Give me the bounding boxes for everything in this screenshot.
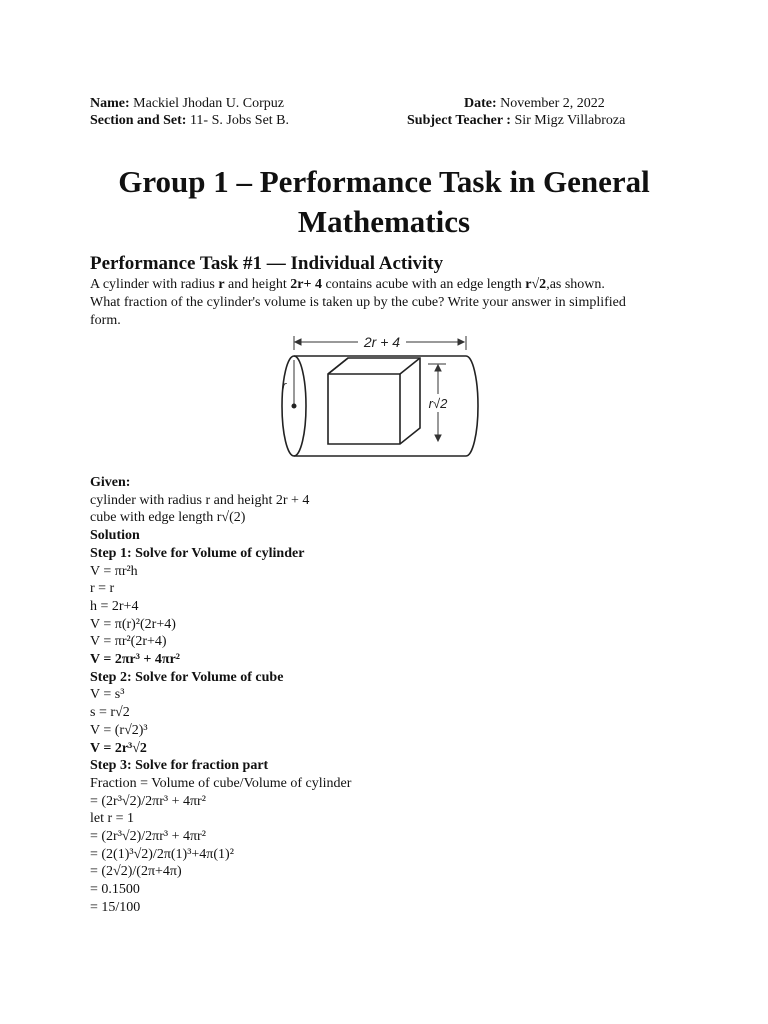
section-heading-line: V = 2r³√2 (90, 740, 147, 756)
teacher-label: Subject Teacher : (407, 113, 511, 128)
solution-line: cylinder with radius r and height 2r + 4 (90, 492, 310, 508)
solution-line: s = r√2 (90, 705, 130, 721)
section-heading-line: Given: (90, 475, 131, 490)
problem-line-3: form. (90, 313, 121, 328)
problem-statement (90, 276, 690, 330)
height-label: 2r + 4 (363, 334, 401, 350)
solution-line: = 0.1500 (90, 882, 140, 898)
center-dot (292, 404, 297, 409)
date-field (464, 95, 605, 113)
cylinder-cube-figure (278, 330, 488, 462)
radius-label: r (282, 378, 287, 393)
section-label: Section and Set: (90, 113, 187, 128)
section-field (90, 112, 289, 130)
teacher-field (407, 112, 625, 130)
cube-outline (328, 358, 420, 444)
section-heading-line: V = 2πr³ + 4πr² (90, 652, 180, 668)
problem-line-1: A cylinder with radius r and height 2r+ 4 contains acube with an edge length r√2,as shown. (90, 277, 605, 292)
solution-line: r = r (90, 581, 115, 597)
page-title (0, 162, 768, 242)
solution-line: Fraction = Volume of cube/Volume of cylinder (90, 775, 352, 791)
solution-line: = 15/100 (90, 899, 141, 915)
section-heading-line: Solution (90, 528, 140, 544)
solution-line: V = (r√2)³ (90, 722, 148, 738)
date-label: Date: (464, 96, 497, 111)
solution-line: cube with edge length r√(2) (90, 510, 246, 526)
solution-line: V = πr²h (90, 563, 138, 579)
edge-label: r√2 (428, 396, 448, 411)
solution-line: let r = 1 (90, 811, 135, 827)
solution-line: V = πr²(2r+4) (90, 634, 167, 650)
title-line-1: Group 1 – Performance Task in General (118, 164, 650, 199)
solution-line: h = 2r+4 (90, 598, 139, 614)
solution-line: = (2(1)³√2)/2π(1)³+4π(1)² (90, 846, 234, 862)
name-field (90, 95, 284, 113)
solution-line: V = π(r)²(2r+4) (90, 616, 176, 632)
section-heading-line: Step 2: Solve for Volume of cube (90, 669, 284, 685)
task-heading: Performance Task #1 — Individual Activity (90, 253, 444, 274)
teacher-value: Sir Migz Villabroza (510, 113, 626, 128)
section-value: 11- S. Jobs Set B. (186, 113, 290, 128)
date-value: November 2, 2022 (496, 96, 605, 111)
section-heading-line: Step 1: Solve for Volume of cylinder (90, 545, 305, 561)
solution-line: V = s³ (90, 687, 125, 703)
cylinder-right-end (466, 356, 478, 456)
solution-body (90, 474, 351, 917)
title-line-2: Mathematics (297, 204, 471, 239)
name-label: Name: (90, 96, 130, 111)
section-heading-line: Step 3: Solve for fraction part (90, 758, 269, 774)
solution-line: = (2√2)/(2π+4π) (90, 864, 182, 880)
solution-line: = (2r³√2)/2πr³ + 4πr² (90, 793, 206, 809)
solution-line: = (2r³√2)/2πr³ + 4πr² (90, 829, 206, 845)
problem-line-2: What fraction of the cylinder's volume is taken up by the cube? Write your answer in simplified (90, 295, 626, 310)
name-value: Mackiel Jhodan U. Corpuz (129, 96, 285, 111)
